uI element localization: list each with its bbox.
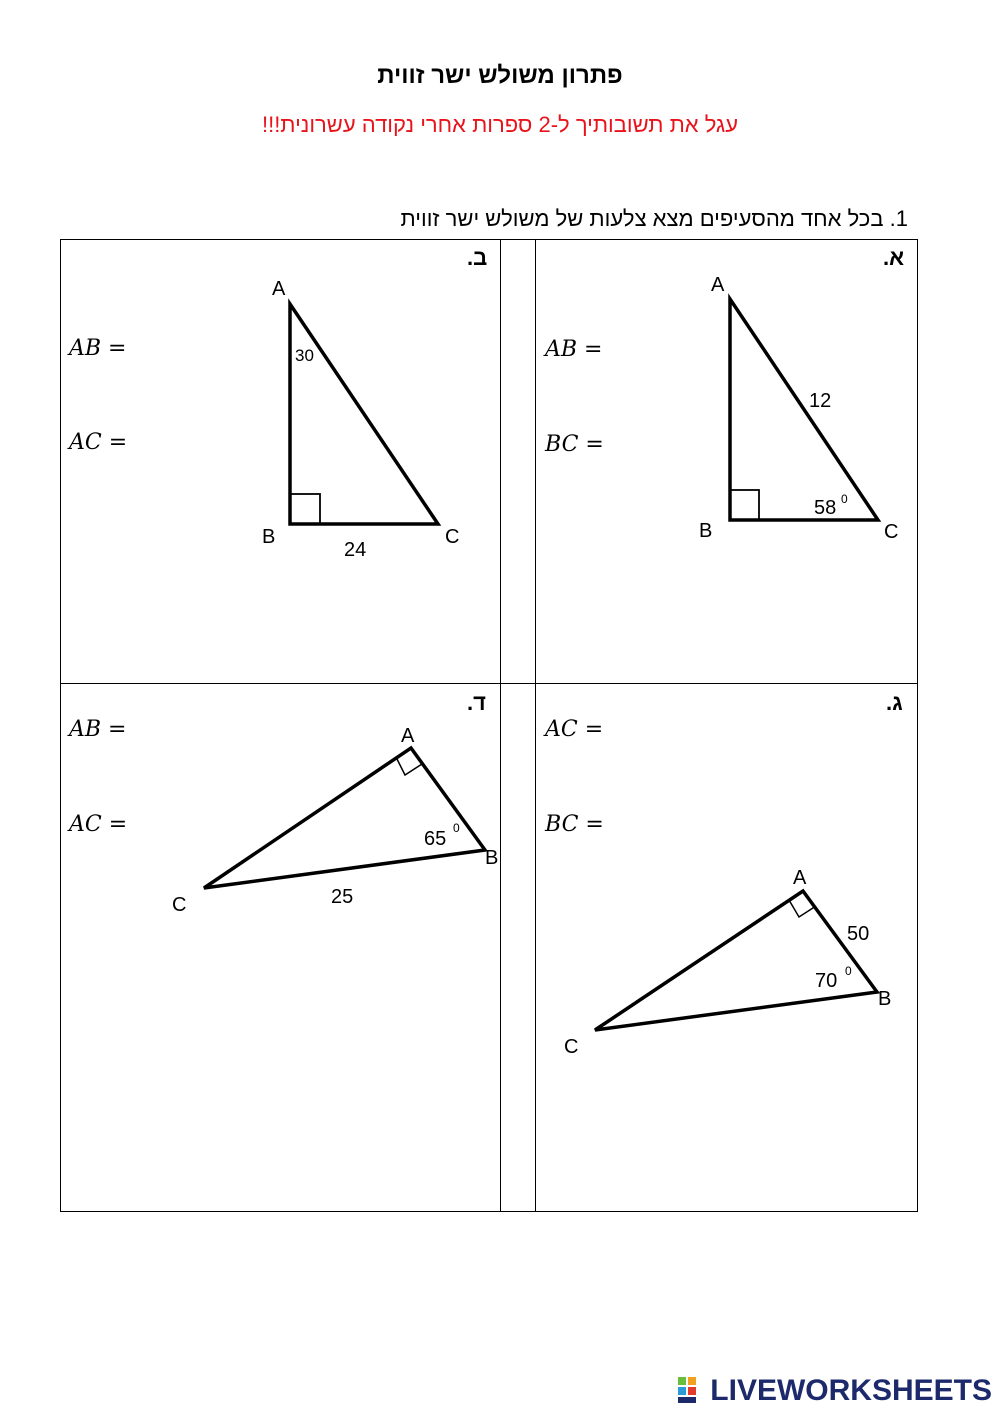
section-a-right-angle-marker bbox=[730, 490, 759, 520]
section-c-angle-value: 70 bbox=[815, 970, 838, 992]
section-a-label: א. bbox=[883, 245, 905, 270]
question-text: 1. בכל אחד מהסעיפים מצא צלעות של משולש ישר זווית bbox=[400, 206, 908, 231]
section-c-triangle-outline bbox=[595, 891, 877, 1030]
section-d-label: ד. bbox=[467, 690, 486, 715]
section-b-label: ב. bbox=[467, 245, 488, 270]
liveworksheets-brand bbox=[678, 1374, 992, 1408]
section-b-angle-value: 30 bbox=[295, 346, 314, 365]
section-d-eq-ab: AB = bbox=[69, 717, 127, 742]
section-a-vertex-c: C bbox=[884, 521, 899, 543]
section-b-vertex-b: B bbox=[262, 526, 276, 548]
section-b-eq-ac: AC = bbox=[69, 430, 128, 455]
section-a-side-length: 12 bbox=[809, 390, 832, 412]
section-c-side-length: 50 bbox=[847, 923, 870, 945]
section-c-eq-bc: BC = bbox=[545, 812, 604, 837]
section-a-triangle-outline bbox=[730, 299, 878, 520]
section-a-eq-bc: BC = bbox=[545, 432, 604, 457]
section-b-side-length: 24 bbox=[344, 539, 367, 561]
section-a-angle-value: 58 bbox=[814, 497, 837, 519]
section-b-vertex-a: A bbox=[272, 278, 286, 300]
section-b-triangle bbox=[262, 278, 459, 561]
section-c-degree-mark: 0 bbox=[845, 964, 852, 978]
section-d-eq-ac: AC = bbox=[69, 812, 128, 837]
section-c-vertex-a: A bbox=[793, 867, 807, 889]
section-d-triangle-outline bbox=[204, 748, 485, 888]
section-c-eq-ac: AC = bbox=[545, 717, 604, 742]
section-c-vertex-b: B bbox=[878, 988, 892, 1010]
section-a-degree-mark: 0 bbox=[841, 492, 848, 506]
section-d-side-length: 25 bbox=[331, 886, 354, 908]
page-title: פתרון משולש ישר זווית bbox=[377, 62, 623, 89]
section-b-triangle-outline bbox=[290, 304, 438, 524]
section-b-eq-ab: AB = bbox=[69, 336, 127, 361]
section-b-right-angle-marker bbox=[290, 494, 320, 524]
section-c-triangle bbox=[564, 867, 891, 1058]
section-d-vertex-b: B bbox=[485, 847, 499, 869]
section-d-triangle bbox=[172, 725, 498, 916]
section-a-triangle bbox=[699, 274, 898, 543]
section-d-vertex-a: A bbox=[401, 725, 415, 747]
section-a-vertex-a: A bbox=[711, 274, 725, 296]
liveworksheets-logo-icon bbox=[678, 1377, 706, 1403]
section-c-label: ג. bbox=[886, 690, 903, 715]
brand-text: LIVEWORKSHEETS bbox=[710, 1374, 992, 1407]
section-d-degree-mark: 0 bbox=[453, 821, 460, 835]
section-a-vertex-b: B bbox=[699, 520, 713, 542]
section-d-vertex-c: C bbox=[172, 894, 187, 916]
rounding-instruction: עגל את תשובותיך ל-2 ספרות אחרי נקודה עשרונית!!! bbox=[261, 112, 739, 137]
section-b-vertex-c: C bbox=[445, 526, 460, 548]
section-d-angle-value: 65 bbox=[424, 828, 447, 850]
section-a-eq-ab: AB = bbox=[545, 337, 603, 362]
section-c-vertex-c: C bbox=[564, 1036, 579, 1058]
